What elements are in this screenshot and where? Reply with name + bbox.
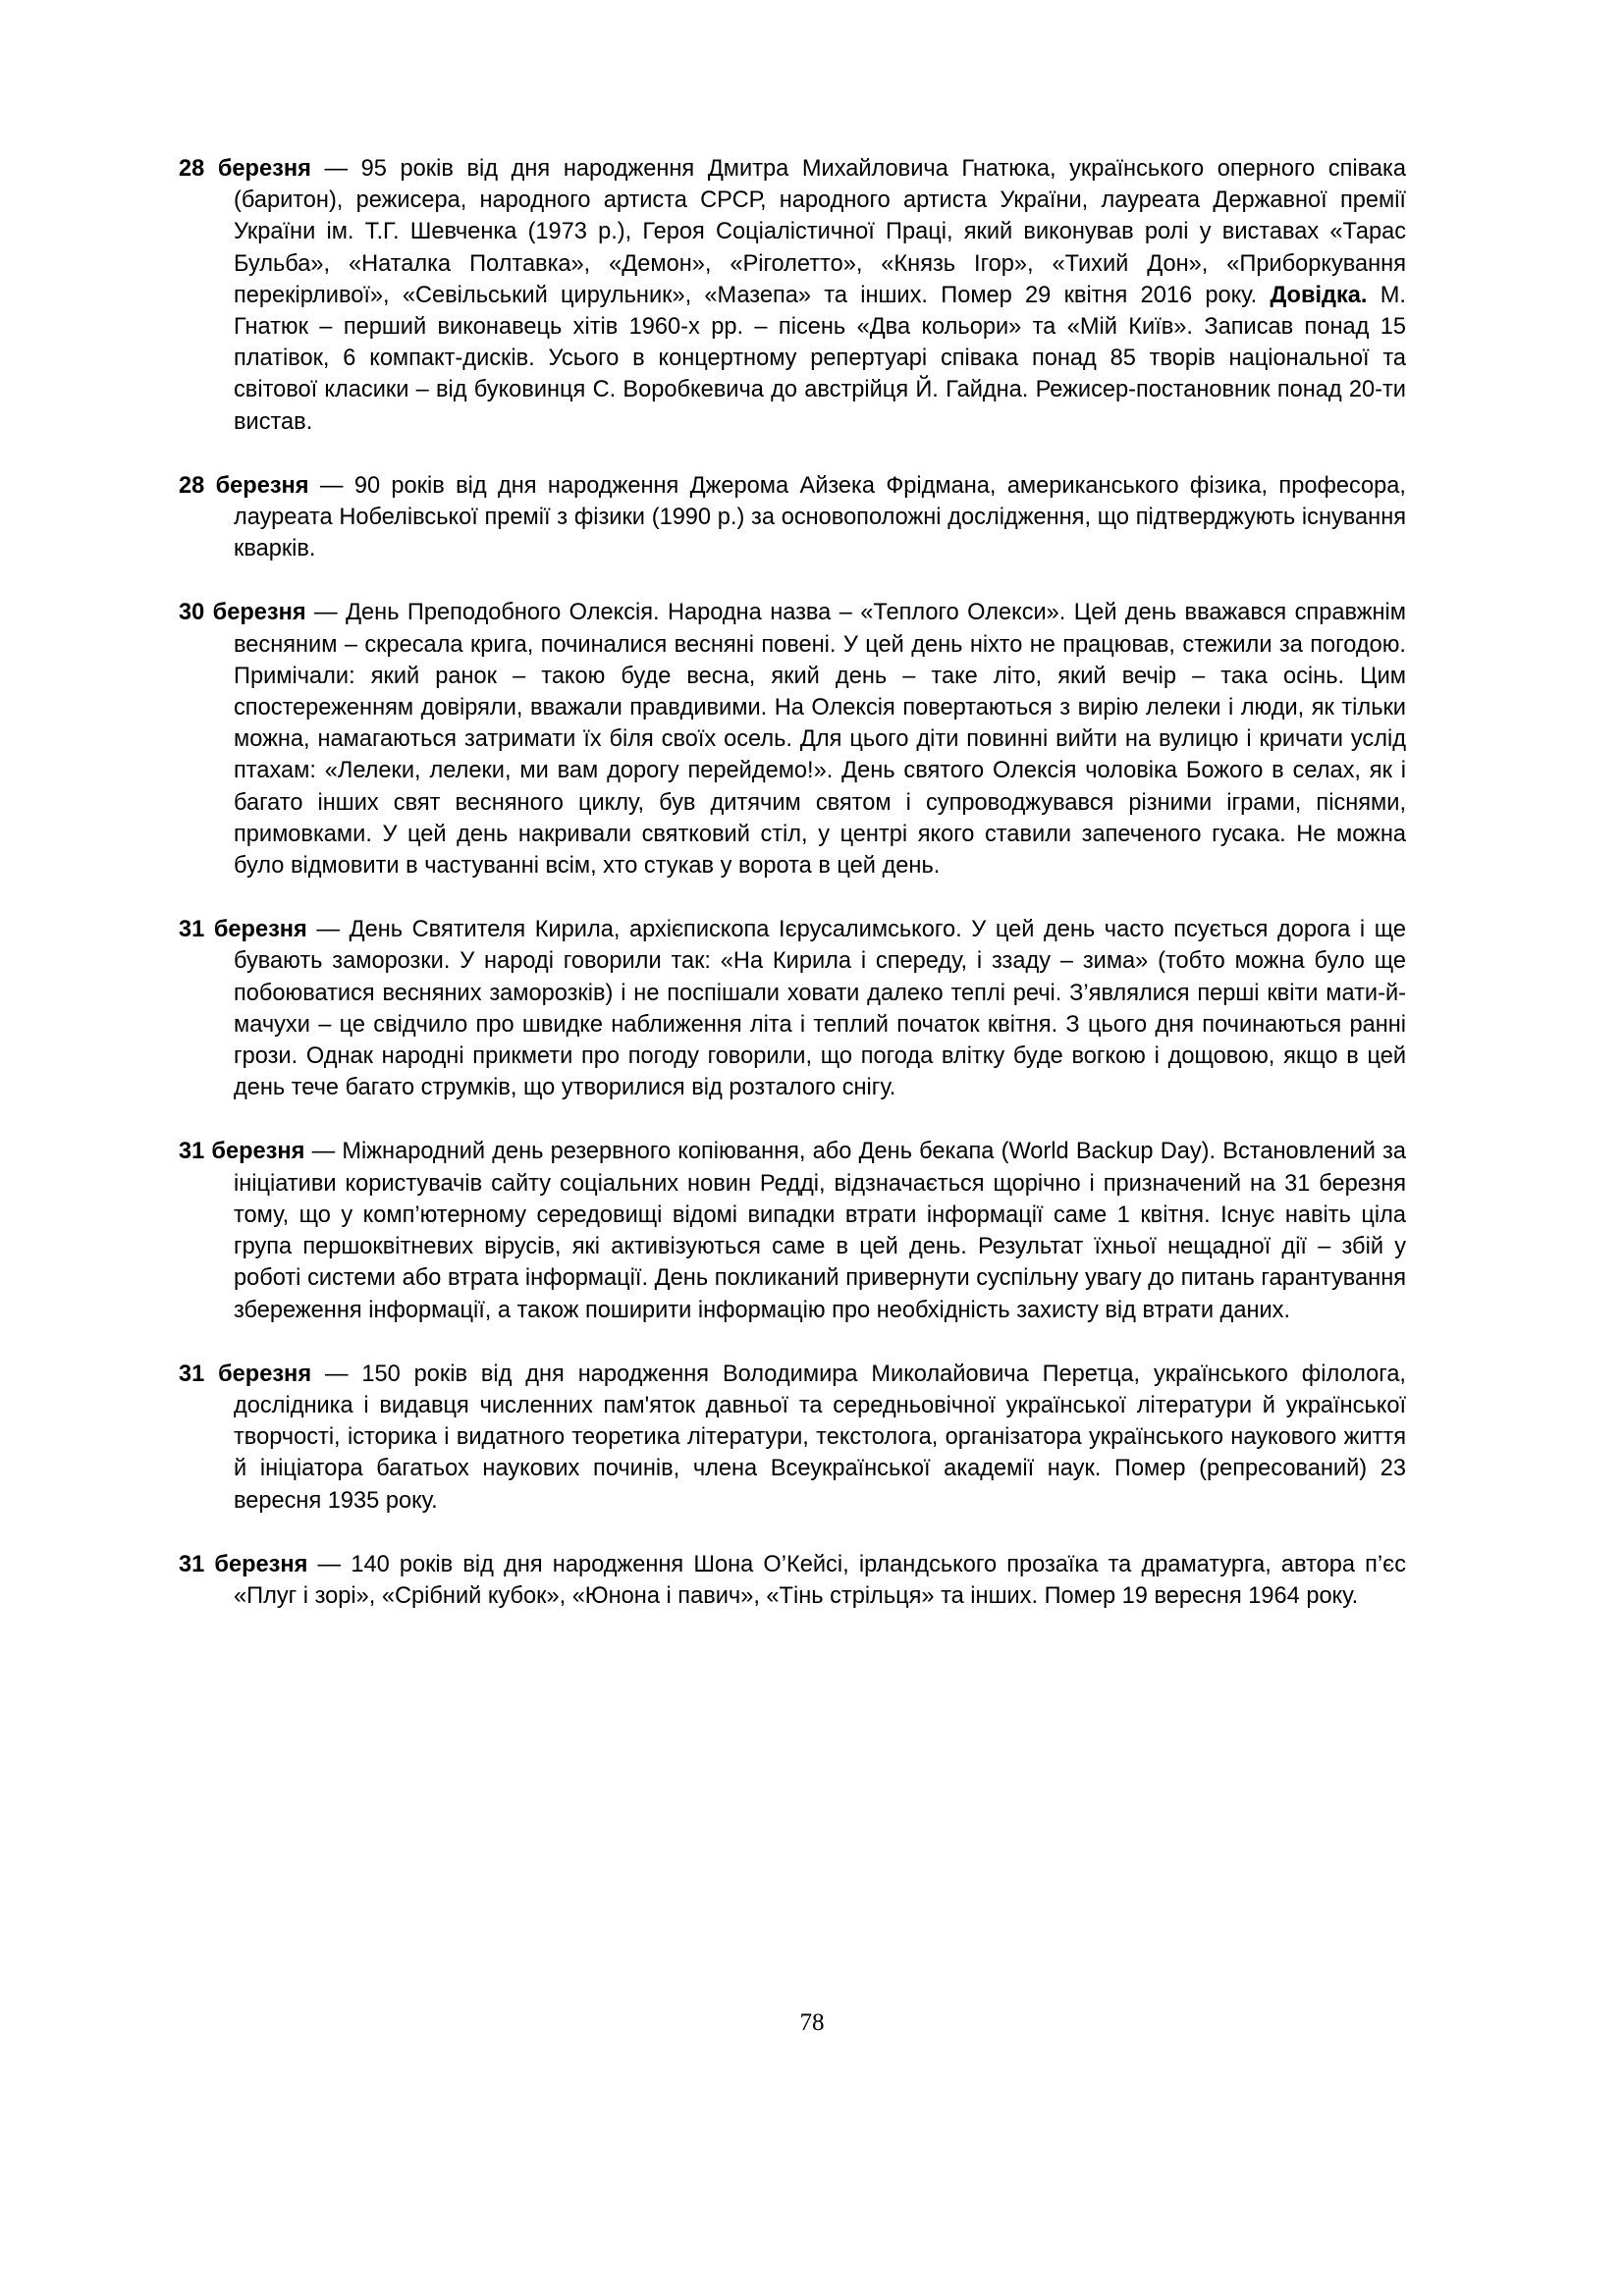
entry-dash: — bbox=[307, 1551, 352, 1577]
entry-1 bbox=[179, 153, 1406, 438]
entry-date: 31 березня bbox=[179, 1361, 312, 1387]
entry-4 bbox=[179, 914, 1406, 1103]
entries-list bbox=[179, 153, 1406, 1644]
entry-date: 31 березня bbox=[179, 917, 307, 943]
entry-2 bbox=[179, 470, 1406, 565]
entry-dash: — bbox=[308, 472, 354, 499]
entry-dash: — bbox=[306, 917, 350, 943]
entry-date: 31 березня bbox=[179, 1139, 305, 1165]
entry-dash: — bbox=[310, 156, 361, 182]
entry-date: 31 березня bbox=[179, 1551, 308, 1577]
entry-dash: — bbox=[311, 1361, 362, 1387]
entry-dash: — bbox=[304, 1139, 343, 1165]
entry-note-label: Довідка. bbox=[1270, 282, 1368, 308]
entry-3 bbox=[179, 597, 1406, 881]
entry-text: 90 років від дня народження Джерома Айзека Фрідмана, американського фізика, професора, лауреата Нобелівської премії з фізики (1990 р.) за основоположні дослідження, що підтверджують існування кварків. bbox=[234, 472, 1406, 562]
entry-date: 28 березня bbox=[179, 156, 311, 182]
entry-6 bbox=[179, 1359, 1406, 1517]
entry-5 bbox=[179, 1136, 1406, 1325]
entry-text: 95 років від дня народження Дмитра Михайловича Гнатюка, українського оперного співака (баритон), режисера, народного артиста СРСР, народного артиста України, лауреата Державної премії України ім. Т.Г. Шевченка (1973 р.), Героя Соціалістичної Праці, який виконував ролі у виставах «Тарас Бульба», «Наталка Полтавка», «Демон», «Ріголетто», «Князь Ігор», «Тихий Дон», «Приборкування перекірливої», «Севільський цирульник», «Мазепа» та інших. Помер 29 квітня 2016 року. bbox=[234, 156, 1406, 308]
page-number: 78 bbox=[799, 2009, 825, 2036]
entry-note-text: М. Гнатюк – перший виконавець хітів 1960-х рр. – пісень «Два кольори» та «Мій Київ». Записав понад 15 платівок, 6 компакт-дисків. Усього в концертному репертуарі співака понад 85 творів національної та світової класики – від буковинця С. Воробкевича до австрійця Й. Гайдна. Режисер-постановник понад 20-ти вистав. bbox=[234, 282, 1406, 435]
entry-text: День Святителя Кирила, архієпископа Ієрусалимського. У цей день часто псується дорога і ще бувають заморозки. У народі говорили так: «На Кирила і спереду, і ззаду – зима» (тобто можна було ще побоюватися весняних заморозків) і не поспішали ховати далеко теплі речі. З’являлися перші квіти мати-й-мачухи – це свідчило про швидке наближення літа і теплий початок квітня. З цього дня починаються ранні грози. Однак народні прикмети про погоду говорили, що погода влітку буде вогкою і дощовою, якщо в цей день тече багато струмків, що утворилися від розталого снігу. bbox=[234, 917, 1406, 1101]
entry-date: 30 березня bbox=[179, 600, 306, 626]
entry-date: 28 березня bbox=[179, 472, 309, 499]
entry-text: 140 років від дня народження Шона О’Кейсі, ірландського прозаїка та драматурга, автора п’єс «Плуг і зорі», «Срібний кубок», «Юнона і павич», «Тінь стрільця» та інших. Помер 19 вересня 1964 року. bbox=[234, 1551, 1406, 1609]
entry-text: Міжнародний день резервного копіювання, або День бекапа (World Backup Day). Встановлений за ініціативи користувачів сайту соціальних новин Редді, відзначається щорічно і призначений на 31 березня тому, що у комп’ютерному середовищі відомі випадки втрати інформації саме 1 квітня. Існує навіть ціла група першоквітневих вірусів, які активізуються саме в цей день. Результат їхньої нещадної дії – збій у роботі системи або втрата інформації. День покликаний привернути суспільну увагу до питань гарантування збереження інформації, а також поширити інформацію про необхідність захисту від втрати даних. bbox=[234, 1139, 1406, 1323]
entry-dash: — bbox=[305, 600, 347, 626]
entry-text: День Преподобного Олексія. Народна назва – «Теплого Олекси». Цей день вважався справжнім весняним – скресала крига, починалися весняні повені. У цей день ніхто не працював, стежили за погодою. Примічали: який ранок – такою буде весна, який день – таке літо, який вечір – така осінь. Цим спостереженням довіряли, вважали правдивими. На Олексія повертаються з вирію лелеки і люди, як тільки можна, намагаються затримати їх біля своїх осель. Для цього діти повинні вийти на вулицю і кричати услід птахам: «Лелеки, лелеки, ми вам дорогу перейдемо!». День святого Олексія чоловіка Божого в селах, як і багато інших свят весняного циклу, був дитячим святом і супроводжувався різними іграми, піснями, примовками. У цей день накривали святковий стіл, у центрі якого ставили запеченого гусака. Не можна було відмовити в частуванні всім, хто стукав у ворота в цей день. bbox=[234, 600, 1406, 880]
entry-7 bbox=[179, 1549, 1406, 1612]
entry-text: 150 років від дня народження Володимира Миколайовича Перетца, українського філолога, дослідника і видавця численних пам'яток давньої та середньовічної української літератури й української творчості, історика і видатного теоретика літератури, текстолога, організатора українського наукового життя й ініціатора багатьох наукових починів, члена Всеукраїнської академії наук. Помер (репресований) 23 вересня 1935 року. bbox=[234, 1361, 1406, 1514]
